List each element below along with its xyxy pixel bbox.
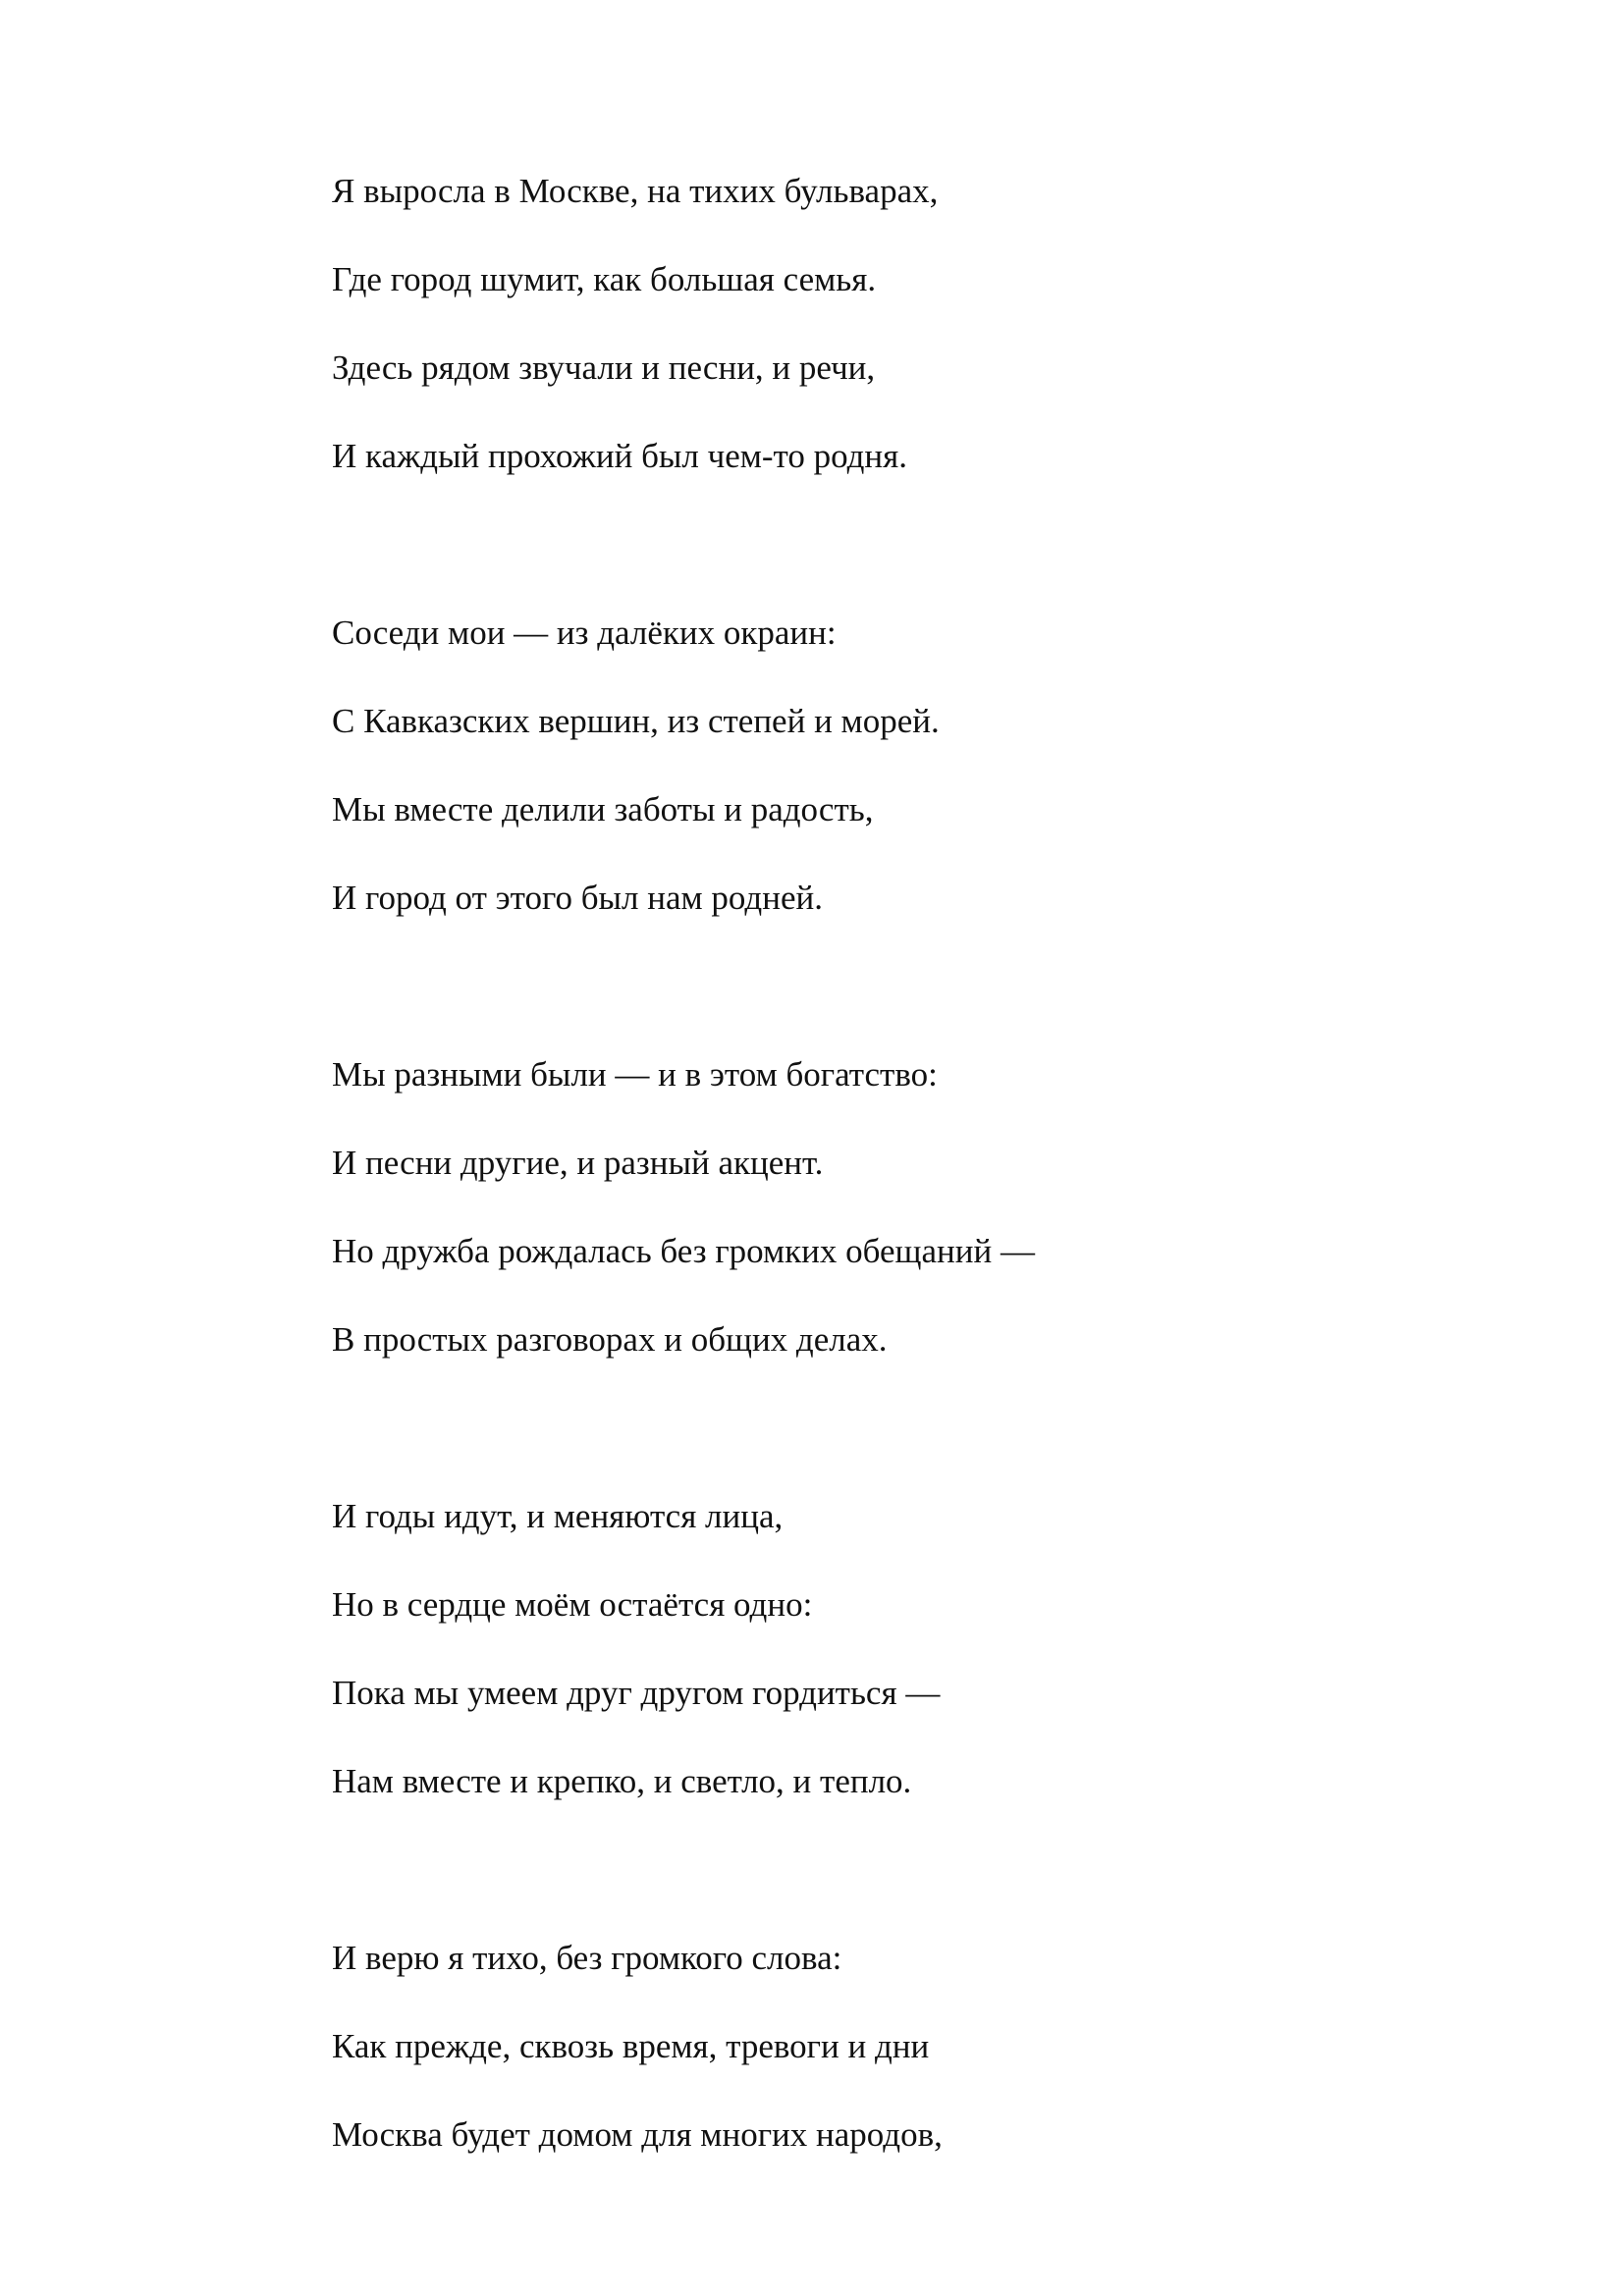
poem-line: Мы разными были — и в этом богатство: (332, 1055, 938, 1094)
poem-line: Здесь рядом звучали и песни, и речи, (332, 348, 876, 387)
poem-line: И песни другие, и разный акцент. (332, 1144, 824, 1182)
poem-line: Мы вместе делили заботы и радость, (332, 790, 874, 828)
poem-line: Нам вместе и крепко, и светло, и тепло. (332, 1762, 912, 1800)
poem-line: С Кавказских вершин, из степей и морей. (332, 702, 940, 740)
poem-line: В простых разговорах и общих делах. (332, 1320, 888, 1359)
poem-line: И каждый прохожий был чем-то родня. (332, 437, 908, 475)
poem-line: И город от этого был нам родней. (332, 879, 823, 917)
poem-line: Соседи мои — из далёких окраин: (332, 614, 837, 652)
poem-line: И годы идут, и меняются лица, (332, 1497, 784, 1535)
poem-line: Пока мы умеем друг другом гордиться — (332, 1674, 941, 1712)
poem-line: Как прежде, сквозь время, тревоги и дни (332, 2027, 930, 2065)
poem-line: Москва будет домом для многих народов, (332, 2115, 943, 2154)
stanza-4 (332, 1472, 1510, 1826)
stanza-2 (332, 589, 1510, 942)
poem-line: И верю я тихо, без громкого слова: (332, 1939, 842, 1977)
stanza-5 (332, 1914, 1510, 2179)
poem-line: Но в сердце моём остаётся одно: (332, 1585, 813, 1624)
stanza-1 (332, 147, 1510, 501)
stanza-3 (332, 1031, 1510, 1384)
poem-line: Я выросла в Москве, на тихих бульварах, (332, 172, 939, 210)
poem-body (332, 147, 1510, 2268)
poem-line: Но дружба рождалась без громких обещаний — (332, 1232, 1035, 1270)
poem-line: Где город шумит, как большая семья. (332, 260, 877, 298)
